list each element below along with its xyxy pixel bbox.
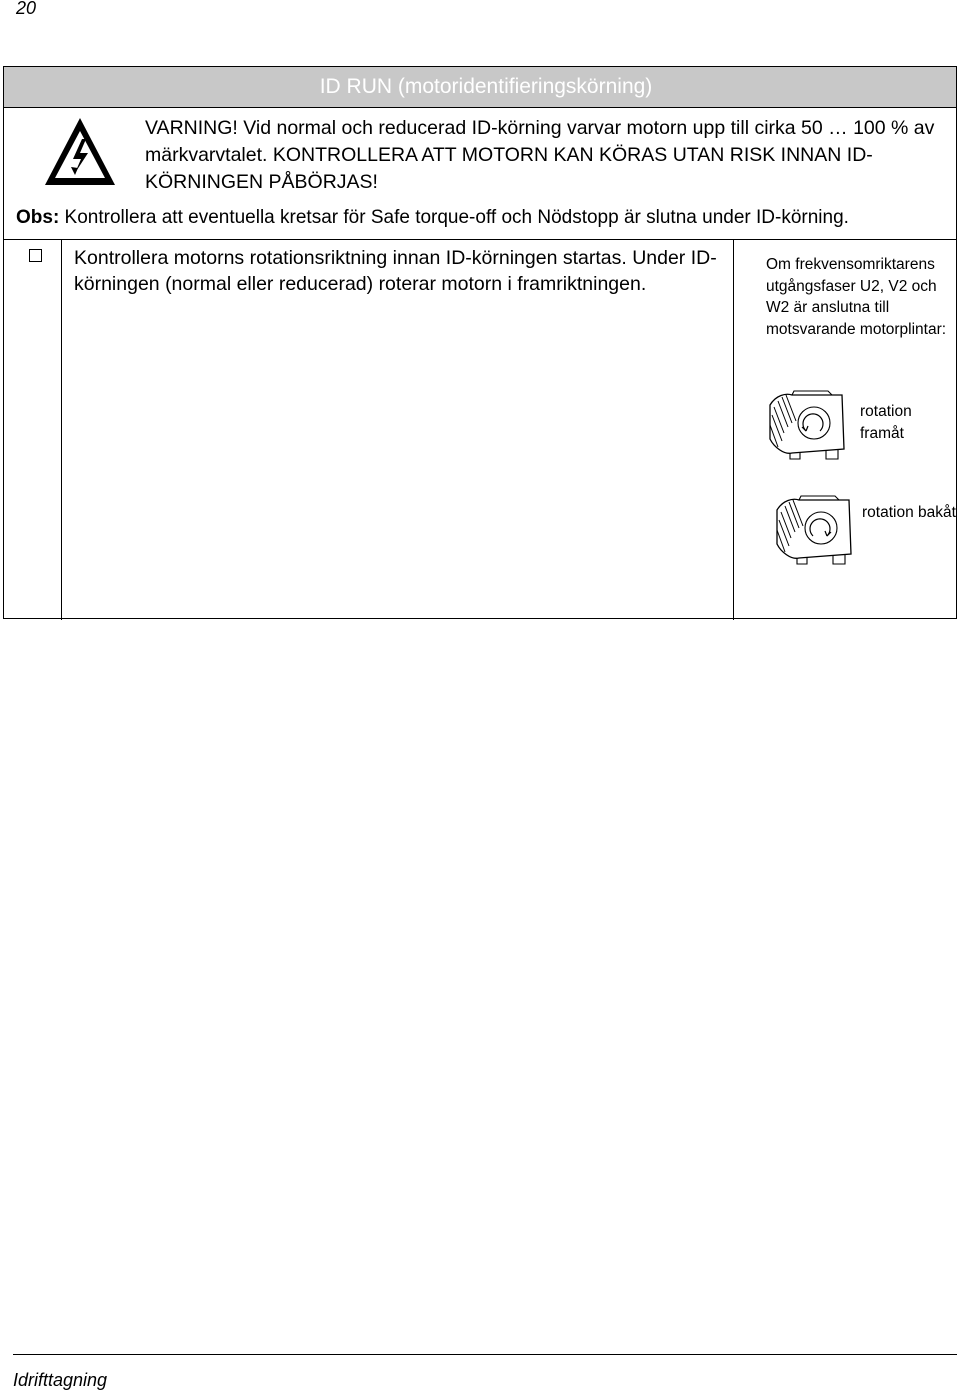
check-box[interactable] <box>29 249 42 262</box>
id-run-section <box>3 66 957 619</box>
row-divider <box>4 239 956 240</box>
note-body: Kontrollera att eventuella kretsar för Safe torque-off och Nödstopp är slutna under ID-körning. <box>59 207 849 228</box>
note <box>16 206 956 230</box>
electric-hazard-warning-icon <box>42 115 118 189</box>
rotation-forward-label: rotation framåt <box>860 403 912 442</box>
rotation-backward-label: rotation bakåt <box>862 504 956 521</box>
column-divider <box>61 239 62 620</box>
warning-body: Vid normal och reducerad ID-körning varvar motorn upp till cirka 50 … 100 % av märkvarvtalet. KONTROLLERA ATT MOTORN KAN KÖRAS UTAN RISK INNAN ID-KÖRNINGEN PÅBÖRJAS! <box>145 117 935 193</box>
column-divider <box>733 239 734 620</box>
section-title-bar <box>4 67 956 108</box>
warning-label: VARNING! <box>145 117 238 139</box>
footer-section-name: Idrifttagning <box>13 1370 108 1390</box>
instruction-text: Kontrollera motorns rotationsriktning innan ID-körningen startas. Under ID-körningen (normal eller reducerad) roterar motorn i framriktningen. <box>74 247 717 295</box>
motor-backward-diagram-icon <box>769 492 865 572</box>
connection-condition-text: Om frekvensomriktarens utgångsfaser U2, V2 och W2 är anslutna till motsvarande motorplintar: <box>766 256 947 338</box>
footer-divider <box>13 1354 957 1355</box>
section-title: ID RUN (motoridentifieringskörning) <box>319 75 653 98</box>
note-label: Obs: <box>16 207 60 228</box>
motor-forward-diagram-icon <box>762 387 858 467</box>
warning-text <box>145 115 955 196</box>
page-number: 20 <box>16 0 37 18</box>
